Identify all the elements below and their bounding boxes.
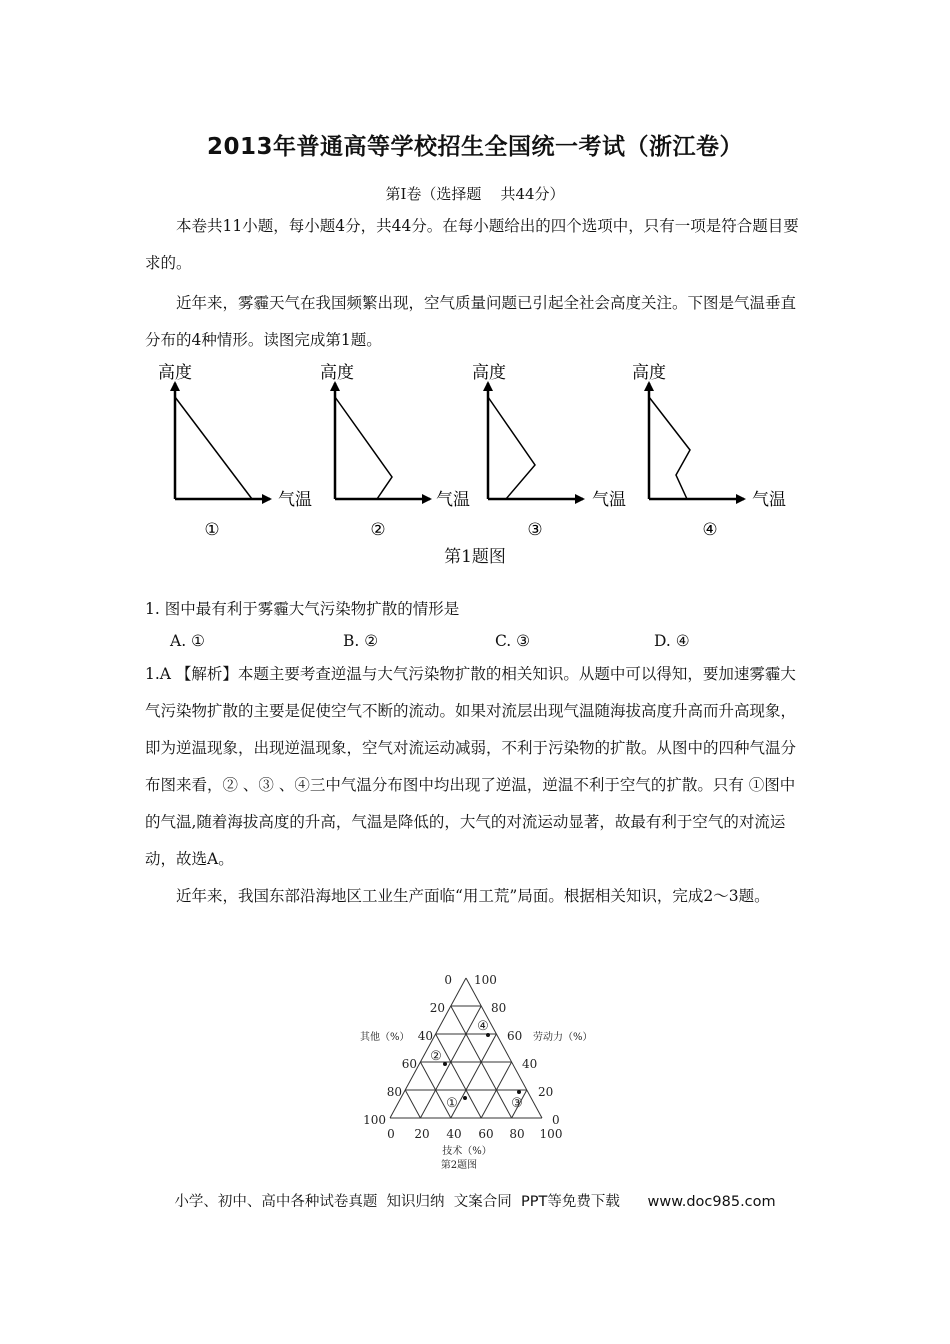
figure2-tick-labels <box>363 973 562 1141</box>
figure1-ylabel-1: 高度 <box>158 363 192 383</box>
right-tick-80: 80 <box>491 1001 507 1015</box>
figure1-xlabel-1: 气温 <box>278 490 312 510</box>
bottom-tick-100: 100 <box>539 1127 563 1141</box>
bottom-tick-60: 60 <box>478 1127 494 1141</box>
point-2-label: ② <box>430 1049 442 1064</box>
figure1-panel-label-2: ② <box>370 520 386 540</box>
page-title: 2013年普通高等学校招生全国统一考试（浙江卷） <box>206 134 743 160</box>
figure1-panel-label-1: ① <box>204 520 220 540</box>
figure1-panel-4 <box>632 363 786 540</box>
grid-line-rising <box>436 1034 482 1118</box>
figure1-caption: 第1题图 <box>444 547 506 567</box>
figure1-xlabel-3: 气温 <box>592 490 626 510</box>
point-2-dot <box>443 1062 447 1066</box>
figure1-xlabel-2: 气温 <box>436 490 470 510</box>
section-subtitle: 第Ⅰ卷（选择题 共44分） <box>385 185 565 203</box>
question1-option-b[interactable]: B. ② <box>343 632 379 650</box>
figure2-ternary-diagram <box>355 968 595 1178</box>
figure1-profile-line-2 <box>335 397 392 499</box>
figure1-ylabel-2: 高度 <box>320 363 354 383</box>
figure1-ylabel-4: 高度 <box>632 363 666 383</box>
figure1-xlabel-4: 气温 <box>752 490 786 510</box>
question1-option-d[interactable]: D. ④ <box>654 632 690 650</box>
figure1-profile-line-1 <box>175 397 252 499</box>
bottom-tick-20: 20 <box>414 1127 430 1141</box>
figure1-panel-label-4: ④ <box>702 520 718 540</box>
left-tick-60: 60 <box>401 1057 417 1071</box>
figure2-right-axis-label: 劳动力（%） <box>533 1032 593 1043</box>
figure1-profile-line-3 <box>488 397 535 499</box>
right-tick-0: 0 <box>552 1113 560 1127</box>
section-intro: 本卷共11小题，每小题4分，共44分。在每小题给出的四个选项中，只有一项是符合题目要求的。 <box>145 217 799 272</box>
figure2-caption: 第2题图 <box>440 1160 478 1171</box>
question2-stem: 近年来，我国东部沿海地区工业生产面临“用工荒”局面。根据相关知识，完成2～3题。 <box>176 887 770 905</box>
left-tick-80: 80 <box>386 1085 402 1099</box>
left-tick-40: 40 <box>417 1029 433 1043</box>
figure1-ylabel-3: 高度 <box>472 363 506 383</box>
point-1-dot <box>463 1096 467 1100</box>
point-1-label: ① <box>446 1096 458 1111</box>
figure1-panel-3 <box>472 363 626 540</box>
bottom-tick-0: 0 <box>387 1127 395 1141</box>
question1-text: 1. 图中最有利于雾霾大气污染物扩散的情形是 <box>145 600 460 618</box>
grid-line-rising <box>405 1090 420 1118</box>
left-tick-0: 0 <box>444 973 452 987</box>
figure1-panel-1 <box>158 363 312 540</box>
left-tick-100: 100 <box>363 1113 386 1127</box>
bottom-tick-40: 40 <box>446 1127 462 1141</box>
right-tick-20: 20 <box>538 1085 554 1099</box>
page-footer: 小学、初中、高中各种试卷真题 知识归纳 文案合同 PPT等免费下载 www.doc985.com <box>174 1194 776 1210</box>
bottom-tick-80: 80 <box>509 1127 525 1141</box>
point-3-dot <box>517 1090 521 1094</box>
right-tick-100: 100 <box>474 973 497 987</box>
point-3-label: ③ <box>511 1096 523 1111</box>
answer1-explanation: 1.A 【解析】本题主要考查逆温与大气污染物扩散的相关知识。从题中可以得知，要加速雾霾大气污染物扩散的主要是促使空气不断的流动。如果对流层出现气温随海拔高度升高而升高现象，即为逆温现象，出现逆温现象，空气对流运动减弱，不利于污染物的扩散。从图中的四种气温分布图来看，② 、③ 、④三中气温分布图中均出现了逆温，逆温不利于空气的扩散。只有 ①图中的气温,随着海拔高度的升高，气温是降低的，大气的对流运动显著，故最有利于空气的对流运动，故选A。 <box>145 665 797 868</box>
left-tick-20: 20 <box>429 1001 445 1015</box>
question1-stem: 近年来，雾霾天气在我国频繁出现，空气质量问题已引起全社会高度关注。下图是气温垂直分布的4种情形。读图完成第1题。 <box>145 294 797 349</box>
figure2-bottom-axis-label: 技术（%） <box>442 1146 492 1157</box>
right-tick-40: 40 <box>522 1057 538 1071</box>
figure1-panel-label-3: ③ <box>527 520 543 540</box>
question1-option-a[interactable]: A. ① <box>170 632 205 650</box>
right-tick-60: 60 <box>507 1029 523 1043</box>
figure1-temperature-profiles <box>140 355 810 540</box>
triangle-right-edge <box>466 978 542 1118</box>
point-4-label: ④ <box>477 1019 489 1034</box>
figure1-panel-2 <box>320 363 470 540</box>
figure2-left-axis-label: 其他（%） <box>360 1032 410 1043</box>
question1-option-c[interactable]: C. ③ <box>495 632 531 650</box>
figure1-profile-line-4 <box>649 397 690 499</box>
